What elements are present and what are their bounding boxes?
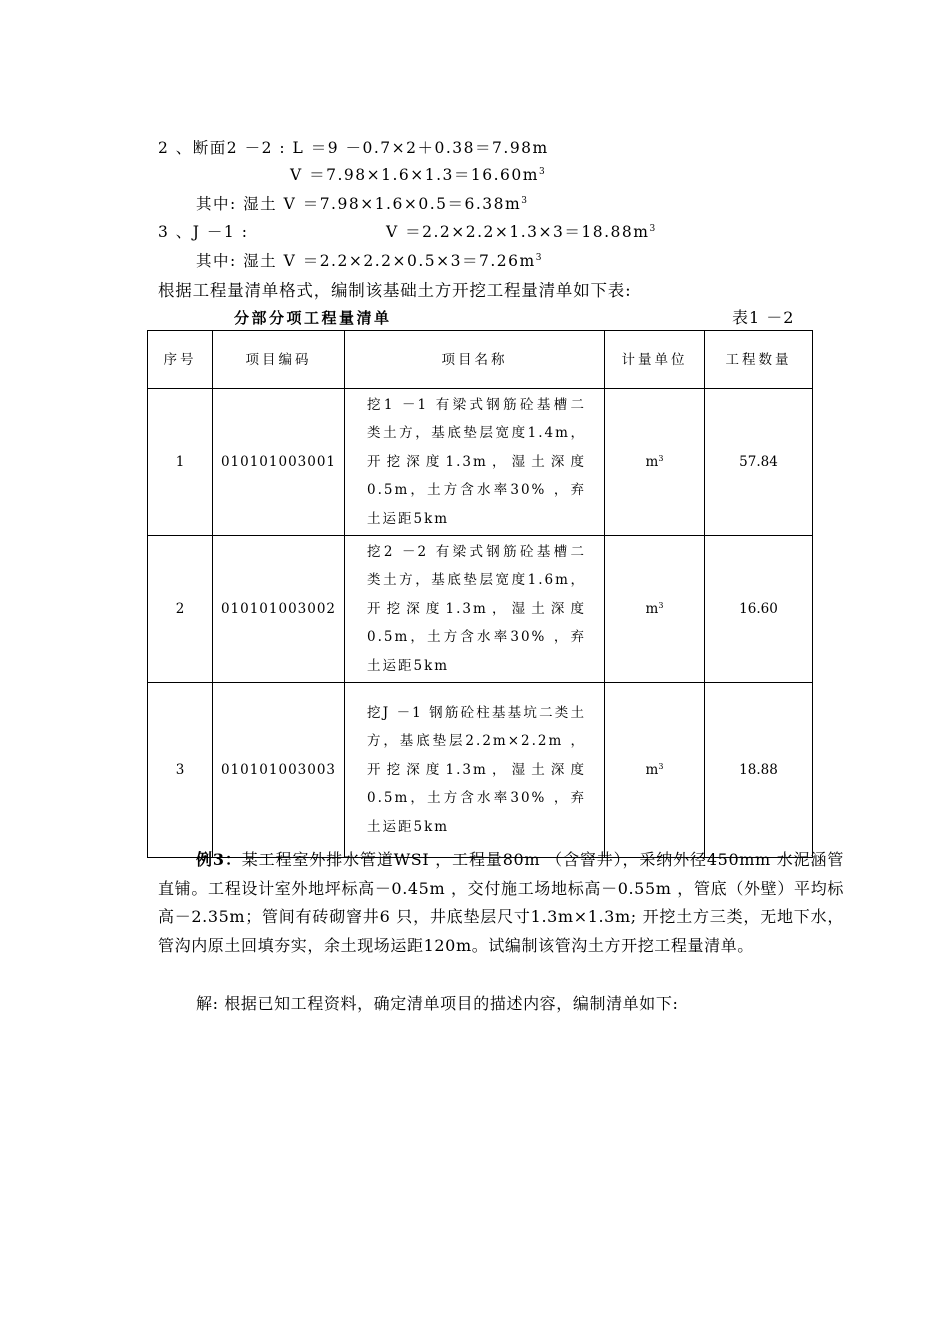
solution-paragraph: 解: 根据已知工程资料，确定清单项目的描述内容，编制清单如下: [196,994,679,1013]
header-code: 项目编码 [213,331,345,389]
quantity-table [147,330,813,858]
row-no: 3 [148,683,213,858]
header-name: 项目名称 [345,331,605,389]
calc-line-4: $V =2.2\times 2.2\times 1.3\times 3=18.88m^3$ [386,223,656,241]
calc-line-2: $V =7.98\times 1.6\times 1.3=16.60m^3$ [290,166,545,184]
calc-line-3: 其中: 湿土 $V =7.98\times 1.6\times 0.5=6.38m^3$ [196,195,527,213]
intro-text: 根据工程量清单格式，编制该基础土方开挖工程量清单如下表: [158,281,632,300]
row-desc: 挖2 －2 有梁式钢筋砼基槽二类土方，基底垫层宽度1.6m，开挖深度1.3m，湿土深度0.5m，土方含水率30% ，弃土运距5km [345,536,605,683]
row-code: 010101003003 [213,683,345,858]
row-no: 1 [148,389,213,536]
row-desc: 挖1 －1 有梁式钢筋砼基槽二类土方，基底垫层宽度1.4m，开挖深度1.3m，湿土深度0.5m，土方含水率30% ，弃土运距5km [345,389,605,536]
row-qty: 16.60 [705,536,813,683]
row-desc: 挖J －1 钢筋砼柱基基坑二类土方，基底垫层2.2m×2.2m ，开挖深度1.3m，湿土深度0.5m，土方含水率30% ，弃土运距5km [345,683,605,858]
table-title: 分部分项工程量清单 [234,309,392,327]
table-row [148,536,813,683]
header-unit: 计量单位 [605,331,705,389]
row-code: 010101003001 [213,389,345,536]
calc-line-5: 其中: 湿土 $V =2.2\times 2.2\times 0.5\times 3=7.26m^3$ [196,252,542,270]
header-no: 序号 [148,331,213,389]
row-no: 2 [148,536,213,683]
row-code: 010101003002 [213,536,345,683]
header-qty: 工程数量 [705,331,813,389]
table-ref: 表1 －2 [732,308,795,327]
example-label: 例3： [196,850,242,869]
row-unit: $m^3$ [605,536,705,683]
table-row [148,683,813,858]
example-paragraph [158,846,844,960]
row-qty: 18.88 [705,683,813,858]
example-text: 某工程室外排水管道WSI ，工程量80m （含窨井），采纳外径450mm 水泥涵管直铺。工程设计室外地坪标高－0.45m ，交付施工场地标高－0.55m ，管底（外壁）平均标高－2.35m；管间有砖砌窨井6 只，井底垫层尺寸1.3m×1.3m; 开挖土方三类，无地下水，管沟内原土回填夯实，余土现场运距120m。试编制该管沟土方开挖工程量清单。 [158,850,845,955]
table-row [148,389,813,536]
row-unit: $m^3$ [605,389,705,536]
row-qty: 57.84 [705,389,813,536]
row-unit: $m^3$ [605,683,705,858]
table-header-row [148,331,813,389]
calc-line-4-prefix: 3 、J －1 : [158,223,249,241]
calc-line-1: 2 、断面2 －2 : L ＝9 －0.7×2＋0.38＝7.98m [158,139,549,157]
